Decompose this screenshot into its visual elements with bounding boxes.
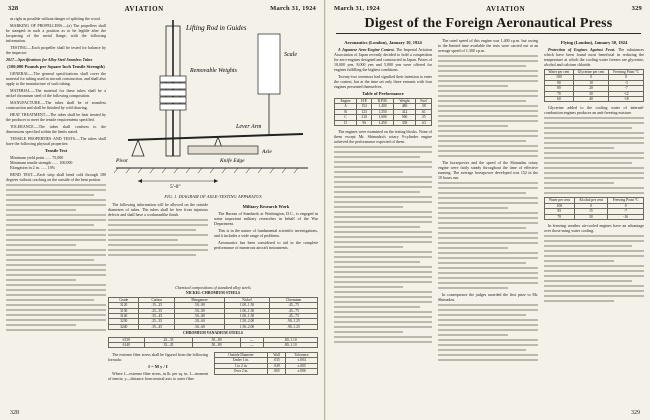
table-row: 70 30 -16 (545, 214, 644, 219)
col1-tolerance: TOLERANCE.—The tubes shall conform to the dimensions specified within the limits stated. (6, 124, 106, 134)
chem-table-grid (108, 297, 318, 330)
col2-filler-text (108, 219, 208, 256)
table-row: 3230 .25–.35 .30–.60 1.50–2.00 .90–1.25 (109, 319, 318, 324)
r1-heading: A Japanese Aero-Engine Contest. (338, 47, 395, 52)
col2-text: The following information will be allowed on the outside diameters of tubes. The tubes shall be free from injurious defects and shall have a workmanlike finish. (108, 202, 208, 217)
left-folio: 328 (10, 410, 19, 416)
col3-text: The Bureau of Standards at Washington, D.C., is engaged in some important military researches in behalf of the War Department. (214, 211, 318, 226)
right-folio: 329 (631, 410, 640, 416)
tube-tolerance-table (214, 352, 318, 375)
right-running-head (334, 4, 642, 13)
table-row: A 152 1,400 486 .58 (335, 104, 432, 109)
left-running-head (8, 4, 316, 13)
right-head-page-number: 329 (631, 5, 642, 12)
table-row: 6140 .35–.45 .50–.80 — .80–1.10 (109, 343, 318, 348)
table-row: 1 to 2 in. .049 ±.005 (215, 363, 318, 368)
title-rule (336, 33, 641, 34)
r1-table-title: Table of Performance (362, 91, 404, 96)
scale-box (258, 34, 280, 94)
col3-text3: Aeronautics has been considered to aid in the complete performance of numerous aircraft instruments. (214, 240, 318, 250)
left-head-date: March 31, 1924 (270, 5, 316, 12)
r3-text: The substances which have been found most beneficial in reducing the temperature at which the cooling water freezes are glycerine, alcohol and calcium chloride. (544, 47, 644, 67)
table-row: Under 1 in. .035 ±.004 (215, 358, 318, 363)
r2-filler-b (438, 182, 538, 289)
left-column-3 (214, 202, 318, 282)
r3-text3: In freezing weather air-cooled engines have an advantage over those using water cooling. (544, 223, 644, 234)
right-head-date: March 31, 1924 (334, 5, 380, 12)
r2-filler-a (438, 55, 538, 157)
col1-heading-sheet: 2017—Specifications for Alloy Steel Seamless Tubes (6, 57, 93, 62)
r2-filler-c (438, 304, 538, 361)
r1-text3: The engines were examined on the testing blocks. None of them except Mr. Shimadzu's rotary 9-cylinder engine achieved the performance expected of them. (334, 129, 432, 145)
table-row: C 210 1,600 560 .55 (335, 115, 432, 120)
table-row: 6130 .25–.35 .50–.80 — .80–1.10 (109, 337, 318, 342)
r2-text2: The horsepower and the speed of the Shimadzu rotary engine were fairly steady throughout the time of effective running. The average horsepower developed was 152 in the 10 hours run. (438, 160, 538, 180)
table-row: 100 0 0 (545, 203, 644, 208)
r1-text2: Twenty-two inventors had signified their intention to enter the contest, but at the time set only three entrants with four engines presented themselves. (334, 74, 432, 89)
table-row: Over 2 in. .065 ±.006 (215, 369, 318, 374)
col1-general: GENERAL.—The general specifications shall cover the material for tubing used in aircraft construction, and shall also apply to the manufacture of such tubing. (6, 71, 106, 86)
chem-composition-table (108, 286, 318, 348)
mini-row: Minimum yield point ...... 75,000 (10, 155, 64, 160)
left-column-1 (6, 16, 106, 412)
col1-intro: as right as possible without danger of splitting the wood. (10, 16, 101, 21)
table-row: 80 20 -7 (545, 86, 644, 91)
mini-row: Minimum tensile strength ...... 100,000 (10, 160, 73, 165)
col1-testing: TESTING.—Each propeller shall be tested for balance by the inspector. (6, 45, 106, 55)
table-header-row: Engine H.P. R.P.M. Weight Fuel (335, 99, 432, 104)
table-row: 60 40 -18 (545, 97, 644, 102)
right-column-1 (334, 38, 432, 410)
col1-manufacture: MANUFACTURE.—The tubes shall be of seamless construction and shall be finished by cold drawing. (6, 100, 106, 110)
r3-text2: Glycerine added to the cooling water of internal-combustion engines produces an anti-freezing mixture. (544, 105, 644, 116)
axle-test-figure (108, 16, 318, 192)
table-row: B 123 1,350 412 .61 (335, 109, 432, 114)
right-column-3 (544, 38, 644, 410)
col3-text2: This is in the nature of fundamental scientific investigations, and it includes a wide range of problems. (214, 228, 318, 238)
weights-stack (160, 76, 186, 110)
r3-heading: Protection of Engines Against Frost. (548, 47, 616, 52)
chem-table-grid-2 (108, 337, 318, 349)
left-head-magazine: AVIATION (124, 4, 164, 13)
table-header-row: Water per cent Glycerine per cent Freezing Point °C (545, 70, 644, 75)
right-page (325, 0, 650, 420)
label-scale: Scale (284, 52, 297, 58)
axle-test-diagram (108, 16, 318, 192)
chem-table-subtitle-2: CHROMIUM VANADIUM STEELS (183, 331, 243, 336)
glycerine-table (544, 69, 644, 102)
col3-heading: Military Research Work (242, 204, 290, 209)
chem-table-title: Chemical compositions of standard alloy steels (175, 285, 251, 290)
r1-filler-text (334, 146, 432, 343)
left-bottom-col-a (108, 352, 208, 410)
formula-intro: The extreme fiber stress shall be figured from the following formula: (108, 352, 208, 362)
col1-mini-table-head: Tensile Test (44, 148, 68, 153)
label-axle: Axle (262, 149, 272, 155)
engine-performance-table (334, 98, 432, 126)
col1-mini-table (10, 155, 106, 170)
r1-text: The Imperial Aviation Association of Japan recently decided to hold a competition for aero-engines designed and constructed in Japan. Prizes of 10,000 yen, 8,000 yen and 5,000 yen were offered for engines fulfilling the highest conditions. (334, 47, 432, 72)
col1-heat: HEAT TREATMENT.—The tubes shall be heat treated by the producer to meet the tensile requirements specified. (6, 112, 106, 122)
right-head-magazine: AVIATION (486, 4, 526, 13)
r1-byline: Aeronautics (London), January 10, 1924 (344, 40, 422, 45)
table-row: 3130 .25–.35 .50–.80 1.00–1.50 .45–.75 (109, 308, 318, 313)
formula: f = M y / I (148, 364, 168, 369)
col1-marking: MARKING OF PROPELLERS.—(a) The propellers shall be stamped in such a position as to be legible after the lacquering of the metal flange, with the following information. (6, 23, 106, 43)
left-column-2 (108, 202, 208, 282)
label-dimension: 5'-0" (170, 184, 181, 190)
table-row: 3120 .15–.25 .50–.80 1.00–1.50 .45–.75 (109, 303, 318, 308)
r3-filler-b (544, 235, 644, 302)
digest-title: Digest of the Foreign Aeronautical Press (364, 16, 613, 31)
col1-filler-text (6, 184, 106, 331)
table-header-row: Grade Carbon Manganese Nickel Chromium (109, 297, 318, 302)
table-row: D 96 1,450 338 .63 (335, 120, 432, 125)
figure-caption: FIG. 1. DIAGRAM OF AXLE-TESTING APPARATUS (164, 194, 262, 199)
label-knife-edge: Knife Edge (220, 158, 245, 164)
r3-byline: Flying (London), January 30, 1924 (560, 40, 628, 45)
table-header-row: Water per cent Alcohol per cent Freezing Point °C (545, 198, 644, 203)
r2-text3: In consequence the judges awarded the first prize to Mr. Shimadzu. (438, 292, 538, 302)
col1-bend: BEND TEST.—Each strip shall bend cold through 180 degrees without cracking on the outside of the bent portion. (6, 172, 106, 182)
chem-table-subtitle: NICKEL-CHROMIUM STEELS (185, 291, 241, 296)
table-row: 3140 .35–.45 .50–.80 1.00–1.50 .45–.75 (109, 314, 318, 319)
alcohol-table (544, 197, 644, 220)
table-row: 90 10 -3 (545, 80, 644, 85)
table-row: 85 15 -7 (545, 209, 644, 214)
label-lever: Lever Arm (236, 124, 262, 130)
table-header-row: Outside Diameter Wall Tolerance (215, 353, 318, 358)
mini-row: Elongation in 2 in. ...... 10% (10, 165, 56, 170)
r3-filler-a (544, 117, 644, 194)
r2-text: The rated speed of this engine was 1,400 r.p.m. but owing to the limited time available the tests were carried out at an average speed of 1,300 r.p.m. (438, 38, 538, 53)
col1-material: MATERIAL.—The material for these tubes shall be a nickel chromium steel of the following composition. (6, 88, 106, 98)
table-row: 70 30 -12 (545, 91, 644, 96)
col1-tensile: TENSILE PROPERTIES AND TESTS.—The tubes shall have the following physical properties: (6, 136, 106, 146)
table-row: 100 0 0 (545, 75, 644, 80)
label-weights: Removable Weights (190, 68, 237, 74)
formula-where: Where f—extreme fiber stress, in lb. per sq. in. I—moment of inertia. y—distance from neutral axis to outer fiber. (108, 371, 208, 381)
left-head-page-number: 328 (8, 5, 19, 12)
right-column-2 (438, 38, 538, 410)
label-pivot: Pivot (116, 158, 128, 164)
label-lifting-rod: Lifting Rod in Guides (186, 24, 247, 32)
table-row: 3240 .35–.45 .30–.60 1.50–2.00 .90–1.25 (109, 324, 318, 329)
axle-shape (188, 146, 258, 154)
col1-subheading: (100,000 Pounds per Square Inch Tensile Strength) (7, 64, 105, 69)
